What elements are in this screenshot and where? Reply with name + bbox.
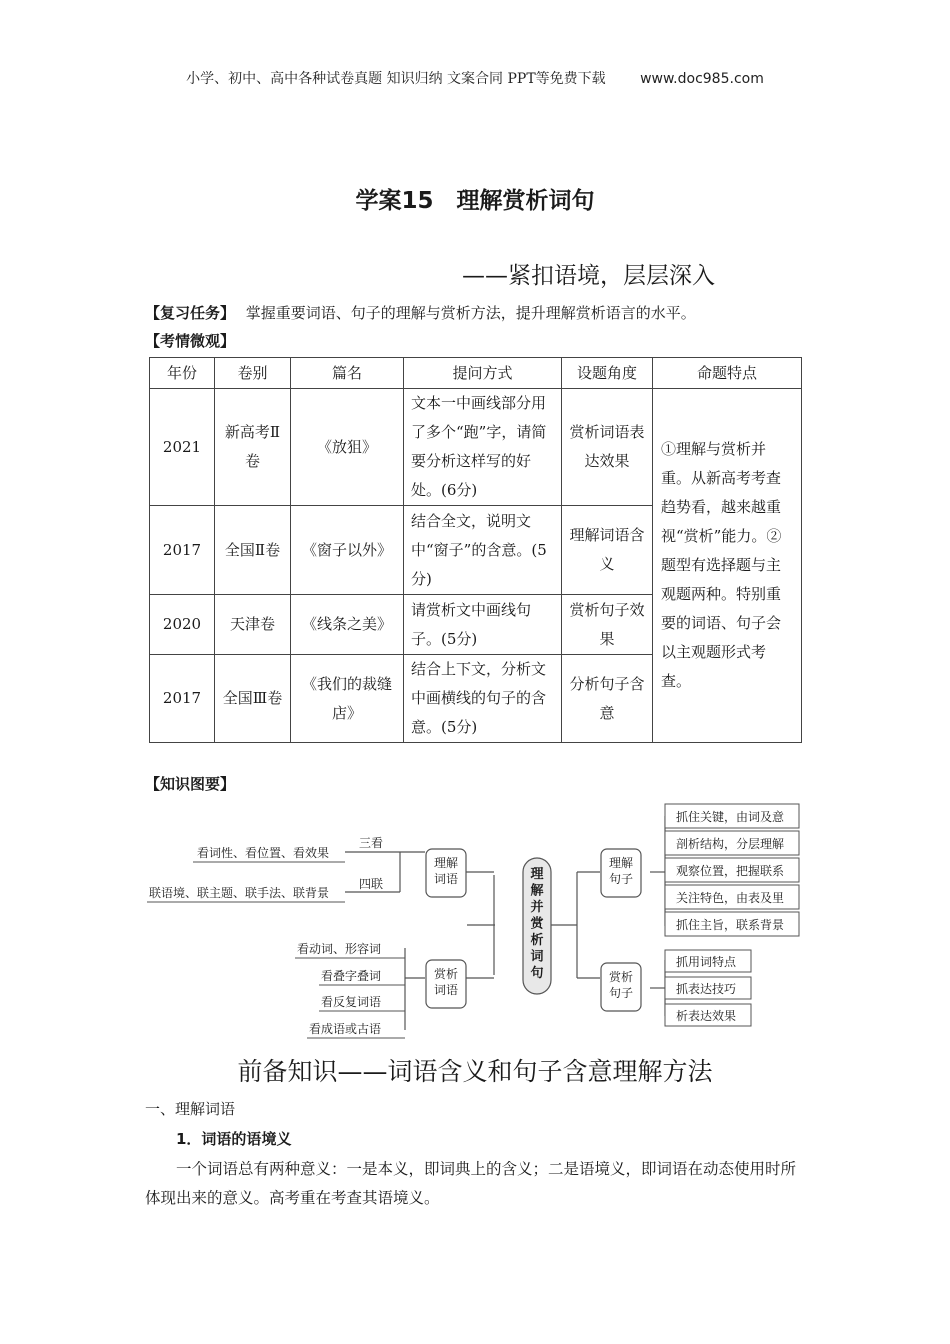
page-header [0, 68, 950, 88]
cell-question: 请赏析文中画线句子。(5分) [404, 595, 562, 655]
table-header: 篇名 [291, 358, 404, 389]
exam-table [149, 357, 802, 743]
leaf-item: 抓用词特点 [676, 955, 737, 969]
node-label: 赏析句子 [608, 970, 634, 1000]
cell-paper: 全国Ⅲ卷 [215, 655, 291, 743]
leaf-item: 看词性、看位置、看效果 [197, 846, 330, 860]
cell-year: 2017 [150, 655, 215, 743]
leaf-item: 看成语或古语 [309, 1022, 382, 1036]
review-task [145, 302, 696, 323]
leaf-item: 析表达效果 [676, 1009, 737, 1023]
leaf-item: 剖析结构，分层理解 [676, 837, 785, 851]
node-label: 理解句子 [608, 856, 634, 886]
cell-title: 《我们的裁缝店》 [291, 655, 404, 743]
knowledge-map-label: 【知识图要】 [145, 775, 236, 793]
table-header: 命题特点 [653, 358, 802, 389]
cell-year: 2021 [150, 389, 215, 506]
leaf-item: 抓表达技巧 [676, 982, 737, 996]
page-title: 学案15 理解赏析词句 [355, 188, 595, 214]
subsection-1-heading: 1．词语的语境义 [176, 1130, 292, 1148]
cell-question: 文本一中画线部分用了多个“跑”字，请简要分析这样写的好处。(6分) [404, 389, 562, 506]
cell-angle: 赏析句子效果 [562, 595, 653, 655]
page-subtitle: ——紧扣语境，层层深入 [462, 263, 715, 289]
table-header-row [150, 358, 802, 389]
table-header: 卷别 [215, 358, 291, 389]
cell-feature: ①理解与赏析并重。从新高考考查趋势看，越来越重视“赏析”能力。②题型有选择题与主观题两种。特别重要的词语、句子会以主观题形式考查。 [653, 389, 802, 743]
leaf-item: 抓住关键，由词及意 [676, 810, 785, 824]
cell-title: 《放狙》 [291, 389, 404, 506]
table-header: 提问方式 [404, 358, 562, 389]
cell-paper: 新高考Ⅱ卷 [215, 389, 291, 506]
knowledge-diagram [145, 800, 805, 1045]
tag-sankan: 三看 [359, 836, 384, 850]
leaf-item: 看反复词语 [321, 995, 382, 1009]
cell-angle: 理解词语含义 [562, 506, 653, 595]
table-row [150, 389, 802, 506]
tag-silian: 四联 [359, 877, 384, 891]
table-header: 年份 [150, 358, 215, 389]
cell-question: 结合上下文，分析文中画横线的句子的含意。(5分) [404, 655, 562, 743]
review-task-text: 掌握重要词语、句子的理解与赏析方法，提升理解赏析语言的水平。 [245, 304, 696, 322]
svg-text:理解并赏析词句: 理解并赏析词句 [530, 867, 544, 981]
leaf-item: 观察位置，把握联系 [676, 864, 785, 878]
leaf-item: 联语境、联主题、联手法、联背景 [149, 886, 330, 900]
center-node-label [530, 867, 544, 981]
cell-paper: 全国Ⅱ卷 [215, 506, 291, 595]
body-paragraph: 一个词语总有两种意义：一是本义，即词典上的含义；二是语境义，即词语在动态使用时所体现出来的意义。高考重在考查其语境义。 [145, 1160, 797, 1207]
cell-year: 2017 [150, 506, 215, 595]
review-task-label: 【复习任务】 [145, 304, 236, 322]
leaf-item: 抓住主旨，联系背景 [676, 918, 785, 932]
section-title: 前备知识——词语含义和句子含意理解方法 [237, 1057, 713, 1086]
section-1-heading: 一、理解词语 [145, 1100, 236, 1118]
cell-year: 2020 [150, 595, 215, 655]
table-header: 设题角度 [562, 358, 653, 389]
header-site[interactable]: www.doc985.com [640, 71, 764, 87]
cell-title: 《线条之美》 [291, 595, 404, 655]
cell-title: 《窗子以外》 [291, 506, 404, 595]
leaf-item: 看叠字叠词 [321, 969, 382, 983]
cell-question: 结合全文，说明文中“窗子”的含意。(5分) [404, 506, 562, 595]
node-label: 赏析词语 [433, 967, 459, 997]
leaf-item: 关注特色，由表及里 [676, 891, 785, 905]
node-label: 理解词语 [433, 856, 459, 886]
leaf-item: 看动词、形容词 [297, 942, 382, 956]
cell-angle: 分析句子含意 [562, 655, 653, 743]
cell-paper: 天津卷 [215, 595, 291, 655]
cell-angle: 赏析词语表达效果 [562, 389, 653, 506]
exam-view-label: 【考情微观】 [145, 332, 236, 350]
header-text: 小学、初中、高中各种试卷真题 知识归纳 文案合同 PPT等免费下载 [186, 71, 606, 87]
